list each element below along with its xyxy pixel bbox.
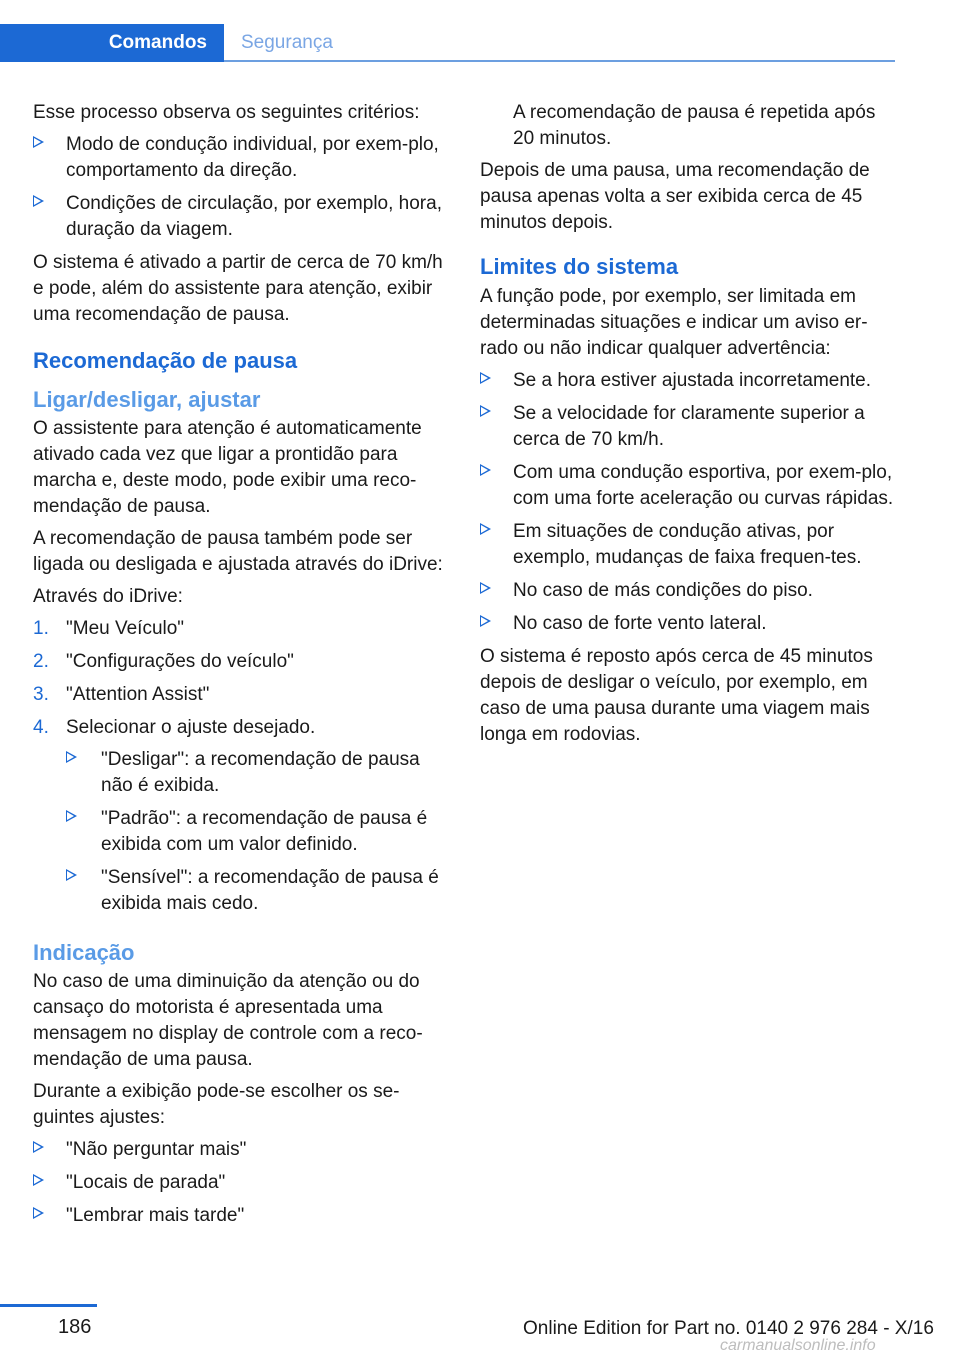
triangle-bullet-icon <box>33 1141 44 1153</box>
triangle-bullet-icon <box>33 1207 44 1219</box>
funcao-text: A função pode, por exemplo, ser limitada em determinadas situações e indicar um aviso er‐rado ou não indicar qualquer advertência: <box>480 286 868 359</box>
depois-text: Depois de uma pausa, uma recomendação de pausa apenas volta a ser exibida cerca de 45 minutos depois. <box>480 160 870 233</box>
triangle-bullet-icon <box>480 582 491 594</box>
list-item: Se a hora estiver ajustada incorretamente. <box>480 368 895 394</box>
step-number: 4. <box>33 717 49 738</box>
heading-recomendacao: Recomendação de pausa <box>33 348 298 373</box>
recomendacao-text: A recomendação de pausa também pode ser ligada ou desligada e ajustada através do iDrive: <box>33 528 443 575</box>
step-number: 1. <box>33 618 49 639</box>
triangle-bullet-icon <box>480 464 491 476</box>
criteria-list <box>33 132 443 243</box>
triangle-bullet-icon <box>480 405 491 417</box>
triangle-bullet-icon <box>480 523 491 535</box>
list-item: "Locais de parada" <box>33 1170 443 1196</box>
header-tabs <box>0 24 895 62</box>
step-item: 3. "Attention Assist" <box>33 682 443 708</box>
list-item: "Lembrar mais tarde" <box>33 1203 443 1229</box>
list-item: No caso de más condições do piso. <box>480 578 895 604</box>
triangle-bullet-icon <box>66 810 77 822</box>
repetida-text: A recomendação de pausa é repetida após 20 minutos. <box>513 102 876 149</box>
triangle-bullet-icon <box>33 136 44 148</box>
limits-list <box>480 368 895 637</box>
step-number: 2. <box>33 651 49 672</box>
step-item: 2. "Configurações do veículo" <box>33 649 443 675</box>
list-item: Se a velocidade for claramente superior a cerca de 70 km/h. <box>480 401 895 453</box>
heading-indicacao: Indicação <box>33 940 135 965</box>
tab-seguranca[interactable]: Segurança <box>241 32 333 53</box>
triangle-bullet-icon <box>33 1174 44 1186</box>
list-item: Modo de condução individual, por exem‐plo, comportamento da direção. <box>33 132 443 184</box>
step-item: 4. Selecionar o ajuste desejado. "Desligar": a recomendação de pausa não é exibida. "Padrão": a recomendação de pausa é exibida com um valor definido. "Sensível": a recomendação de pausa é exibida mais cedo. <box>33 715 443 917</box>
list-item: Condições de circulação, por exemplo, hora, duração da viagem. <box>33 191 443 243</box>
triangle-bullet-icon <box>480 615 491 627</box>
activation-text: O sistema é ativado a partir de cerca de 70 km/h e pode, além do assistente para atenção, exibir uma recomendação de pausa. <box>33 252 443 325</box>
triangle-bullet-icon <box>480 372 491 384</box>
indicacao-text: No caso de uma diminuição da atenção ou do cansaço do motorista é apresentada uma mensagem no display de controle com a reco‐mendação de uma pausa. <box>33 971 423 1070</box>
atraves-text: Através do iDrive: <box>33 586 183 607</box>
list-item: "Padrão": a recomendação de pausa é exibida com um valor definido. <box>66 806 443 858</box>
assistente-text: O assistente para atenção é automaticamente ativado cada vez que ligar a prontidão para marcha e, deste modo, pode exibir uma reco‐mendação de pausa. <box>33 418 422 517</box>
durante-text: Durante a exibição pode-se escolher os se‐guintes ajustes: <box>33 1081 400 1128</box>
footer-rule <box>0 1304 97 1307</box>
list-item: "Desligar": a recomendação de pausa não é exibida. <box>66 747 443 799</box>
list-item: No caso de forte vento lateral. <box>480 611 895 637</box>
list-item: "Não perguntar mais" <box>33 1137 443 1163</box>
header-divider <box>224 60 895 62</box>
steps-list <box>33 616 443 917</box>
list-item: Em situações de condução ativas, por exemplo, mudanças de faixa frequen‐tes. <box>480 519 895 571</box>
step-item: 1. "Meu Veículo" <box>33 616 443 642</box>
step-number: 3. <box>33 684 49 705</box>
right-column <box>480 100 895 754</box>
list-item: "Sensível": a recomendação de pausa é exibida mais cedo. <box>66 865 443 917</box>
triangle-bullet-icon <box>33 195 44 207</box>
sub-options-list <box>66 747 443 917</box>
watermark: carmanualsonline.info <box>720 1337 876 1354</box>
list-item: Com uma condução esportiva, por exem‐plo, com uma forte aceleração ou curvas rápidas. <box>480 460 895 512</box>
settings-list <box>33 1137 443 1229</box>
reposto-text: O sistema é reposto após cerca de 45 minutos depois de desligar o veículo, por exemplo, em caso de uma pausa durante uma viagem mais longa em rodovias. <box>480 646 873 745</box>
page-number: 186 <box>58 1316 92 1338</box>
tab-comandos[interactable]: Comandos <box>0 24 224 62</box>
intro-text: Esse processo observa os seguintes critérios: <box>33 102 420 123</box>
triangle-bullet-icon <box>66 751 77 763</box>
edition-text: Online Edition for Part no. 0140 2 976 284 - X/16 <box>523 1318 934 1339</box>
left-column <box>33 100 443 1236</box>
heading-limites: Limites do sistema <box>480 254 679 279</box>
heading-ligar-desligar: Ligar/desligar, ajustar <box>33 387 261 412</box>
triangle-bullet-icon <box>66 869 77 881</box>
